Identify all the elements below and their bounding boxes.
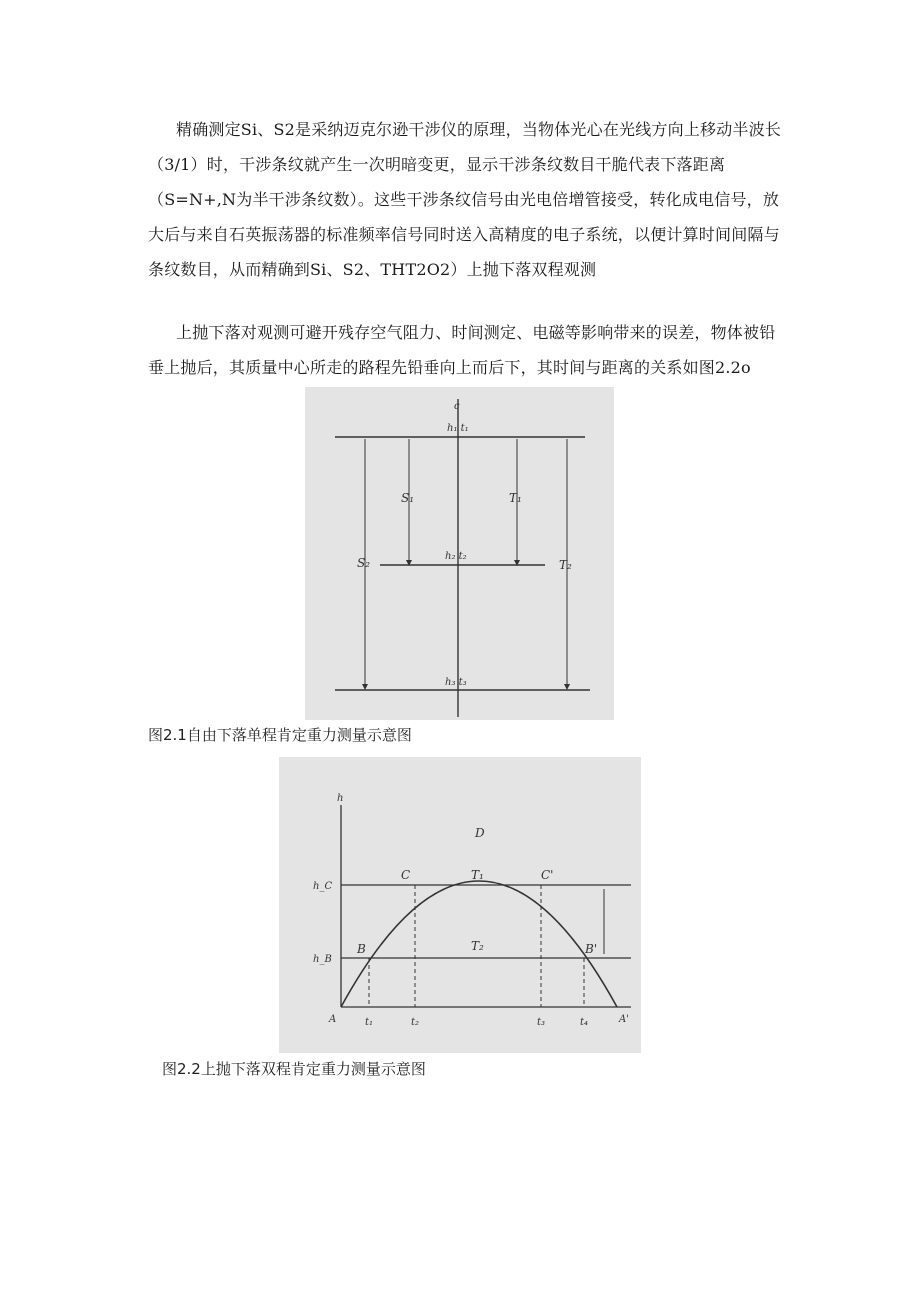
label-h2-t2: h₂ t₂ [445,551,467,562]
label-t3: t₃ [537,1017,546,1028]
label-s2: S₂ [357,556,371,570]
label-hb: h_B [313,954,332,965]
label-T1: T₁ [471,868,484,882]
label-t4: t₄ [580,1017,589,1028]
body-paragraph-2: 上抛下落对观测可避开残存空气阻力、时间测定、电磁等影响带来的误差，物体被铅垂上抛后，其质量中心所走的路程先铅垂向上而后下，其时间与距离的关系如图2.2o [148,323,776,377]
label-t2: t₂ [411,1017,420,1028]
label-c-prime: C' [541,868,554,882]
label-b: B [357,942,366,956]
label-b-prime: B' [585,942,598,956]
figure-2-2-up-down-diagram [279,757,641,1053]
label-h1-t1: h₁ t₁ [447,423,469,434]
figure-2-1-caption: 图2.1自由下落单程肯定重力测量示意图 [148,726,412,744]
body-paragraph-1: 精确测定Si、S2是采纳迈克尔逊干涉仪的原理，当物体光心在光线方向上移动半波长（3/1）时，干涉条纹就产生一次明暗变更，显示干涉条纹数目干脆代表下落距离（S=N+,N为半干涉条纹数）。这些干涉条纹信号由光电倍增管接受，转化成电信号，放大后与来自石英振荡器的标准频率信号同时送入高精度的电子系统，以便计算时间间隔与条纹数目，从而精确到Si、S2、THT2O2）上抛下落双程观测 [148,120,782,279]
label-t2: T₂ [559,558,572,572]
figure-2-1-drawing [305,387,614,720]
figure-2-2-caption: 图2.2上抛下落双程肯定重力测量示意图 [162,1060,426,1078]
label-T2: T₂ [471,939,484,953]
label-h-axis: h [337,793,344,804]
label-c: c [454,401,460,412]
label-s1: S₁ [401,491,415,505]
label-a: A [329,1014,337,1025]
label-c: C [401,868,411,882]
label-d: D [475,826,485,840]
label-hc: h_C [313,881,333,892]
figure-2-2-drawing [279,757,641,1053]
label-t1: T₁ [509,491,522,505]
label-t1: t₁ [365,1017,374,1028]
label-h3-t3: h₃ t₃ [445,677,467,688]
label-a-prime: A' [619,1014,629,1025]
figure-2-1-free-fall-diagram [305,387,614,720]
